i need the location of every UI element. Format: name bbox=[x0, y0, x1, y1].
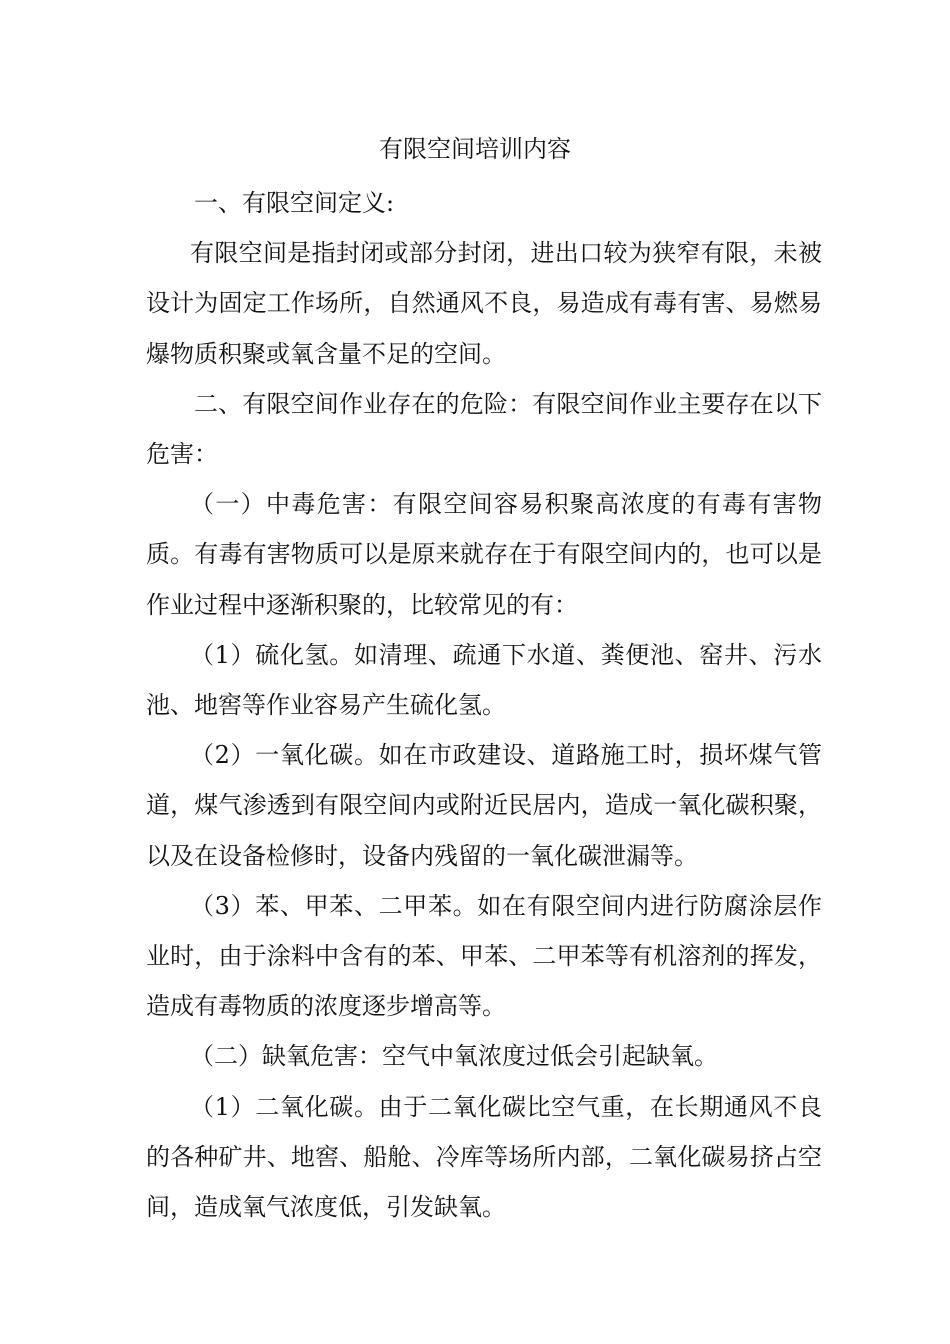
section-heading-hazards: 二、有限空间作业存在的危险：有限空间作业主要存在以下危害： bbox=[146, 389, 822, 469]
paragraph-poisoning-hazard: （一）中毒危害：有限空间容易积聚高浓度的有毒有害物质。有毒有害物质可以是原来就存在于有限空间内的，也可以是作业过程中逐渐积聚的，比较常见的有： bbox=[146, 490, 822, 619]
paragraph-hydrogen-sulfide: （1）硫化氢。如清理、疏通下水道、粪便池、窑井、污水池、地窖等作业容易产生硫化氢。 bbox=[146, 640, 822, 720]
document-title: 有限空间培训内容 bbox=[379, 135, 571, 163]
section-heading-definition: 一、有限空间定义: bbox=[194, 189, 395, 217]
document-body bbox=[146, 178, 822, 1232]
paragraph-definition: 有限空间是指封闭或部分封闭，进出口较为狭窄有限，未被设计为固定工作场所，自然通风不良，易造成有毒有害、易燃易爆物质积聚或氧含量不足的空间。 bbox=[146, 239, 822, 368]
paragraph-carbon-dioxide: （1）二氧化碳。由于二氧化碳比空气重，在长期通风不良的各种矿井、地窖、船舱、冷库等场所内部，二氧化碳易挤占空间，造成氧气浓度低，引发缺氧。 bbox=[146, 1092, 822, 1222]
paragraph-oxygen-deficiency: （二）缺氧危害：空气中氧浓度过低会引起缺氧。 bbox=[190, 1042, 718, 1071]
paragraph-carbon-monoxide: （2）一氧化碳。如在市政建设、道路施工时，损坏煤气管道，煤气渗透到有限空间内或附近民居内，造成一氧化碳积聚，以及在设备检修时，设备内残留的一氧化碳泄漏等。 bbox=[146, 741, 822, 870]
paragraph-benzene: （3）苯、甲苯、二甲苯。如在有限空间内进行防腐涂层作业时，由于涂料中含有的苯、甲苯、二甲苯等有机溶剂的挥发，造成有毒物质的浓度逐步增高等。 bbox=[146, 891, 822, 1021]
